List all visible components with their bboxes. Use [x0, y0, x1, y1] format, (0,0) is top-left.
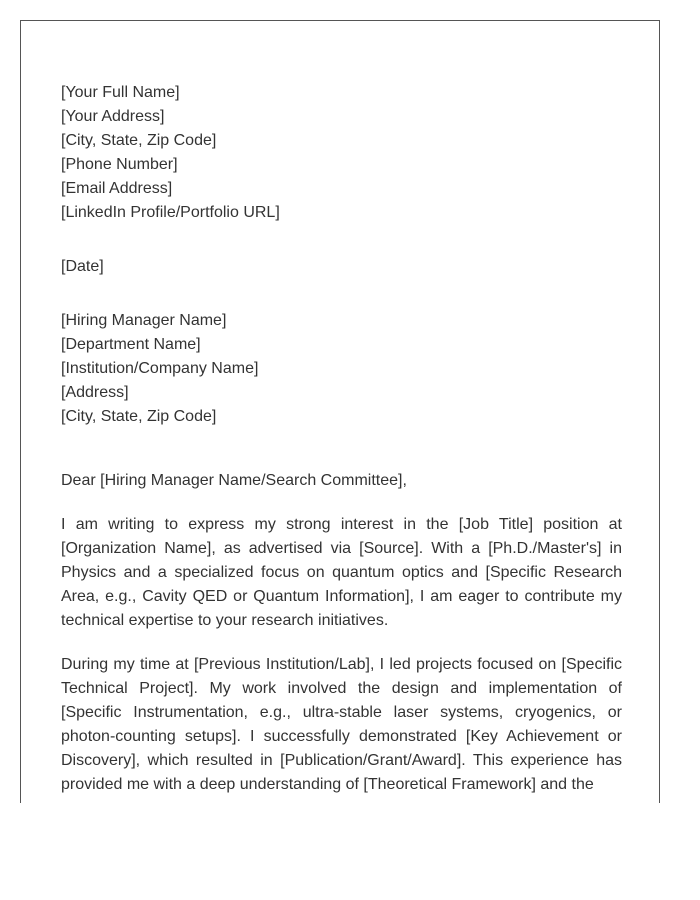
letter-body — [61, 81, 622, 803]
letter-page — [20, 20, 660, 803]
recipient-department: [Department Name] — [61, 336, 201, 353]
recipient-address: [Address] — [61, 384, 129, 401]
sender-phone: [Phone Number] — [61, 156, 178, 173]
letter-date: [Date] — [61, 258, 104, 275]
salutation: Dear [Hiring Manager Name/Search Committee], — [61, 472, 407, 489]
recipient-city-state-zip: [City, State, Zip Code] — [61, 408, 217, 425]
sender-address: [Your Address] — [61, 108, 165, 125]
sender-linkedin: [LinkedIn Profile/Portfolio URL] — [61, 204, 280, 221]
sender-email: [Email Address] — [61, 180, 173, 197]
sender-name: [Your Full Name] — [61, 84, 180, 101]
body-paragraph-2: During my time at [Previous Institution/Lab], I led projects focused on [Specific Technical Project]. My work involved the design and implementation of [Specific Instrumentation, e.g., ultra-stable laser systems, cryogenics, or photon-counting setups]. I successfully demonstrated [Key Achievement or Discovery], which resulted in [Publication/Grant/Award]. This experience has provided me with a deep understanding of [Theoretical Framework] and the — [61, 656, 622, 793]
date-block — [61, 255, 622, 279]
body-paragraph-1: I am writing to express my strong interest in the [Job Title] position at [Organization Name], as advertised via [Source]. With a [Ph.D./Master's] in Physics and a specialized focus on quantum optics and [Specific Research Area, e.g., Cavity QED or Quantum Information], I am eager to contribute my technical expertise to your research initiatives. — [61, 516, 622, 629]
sender-block — [61, 81, 622, 225]
recipient-name: [Hiring Manager Name] — [61, 312, 227, 329]
recipient-institution: [Institution/Company Name] — [61, 360, 259, 377]
sender-city-state-zip: [City, State, Zip Code] — [61, 132, 217, 149]
recipient-block — [61, 309, 622, 429]
